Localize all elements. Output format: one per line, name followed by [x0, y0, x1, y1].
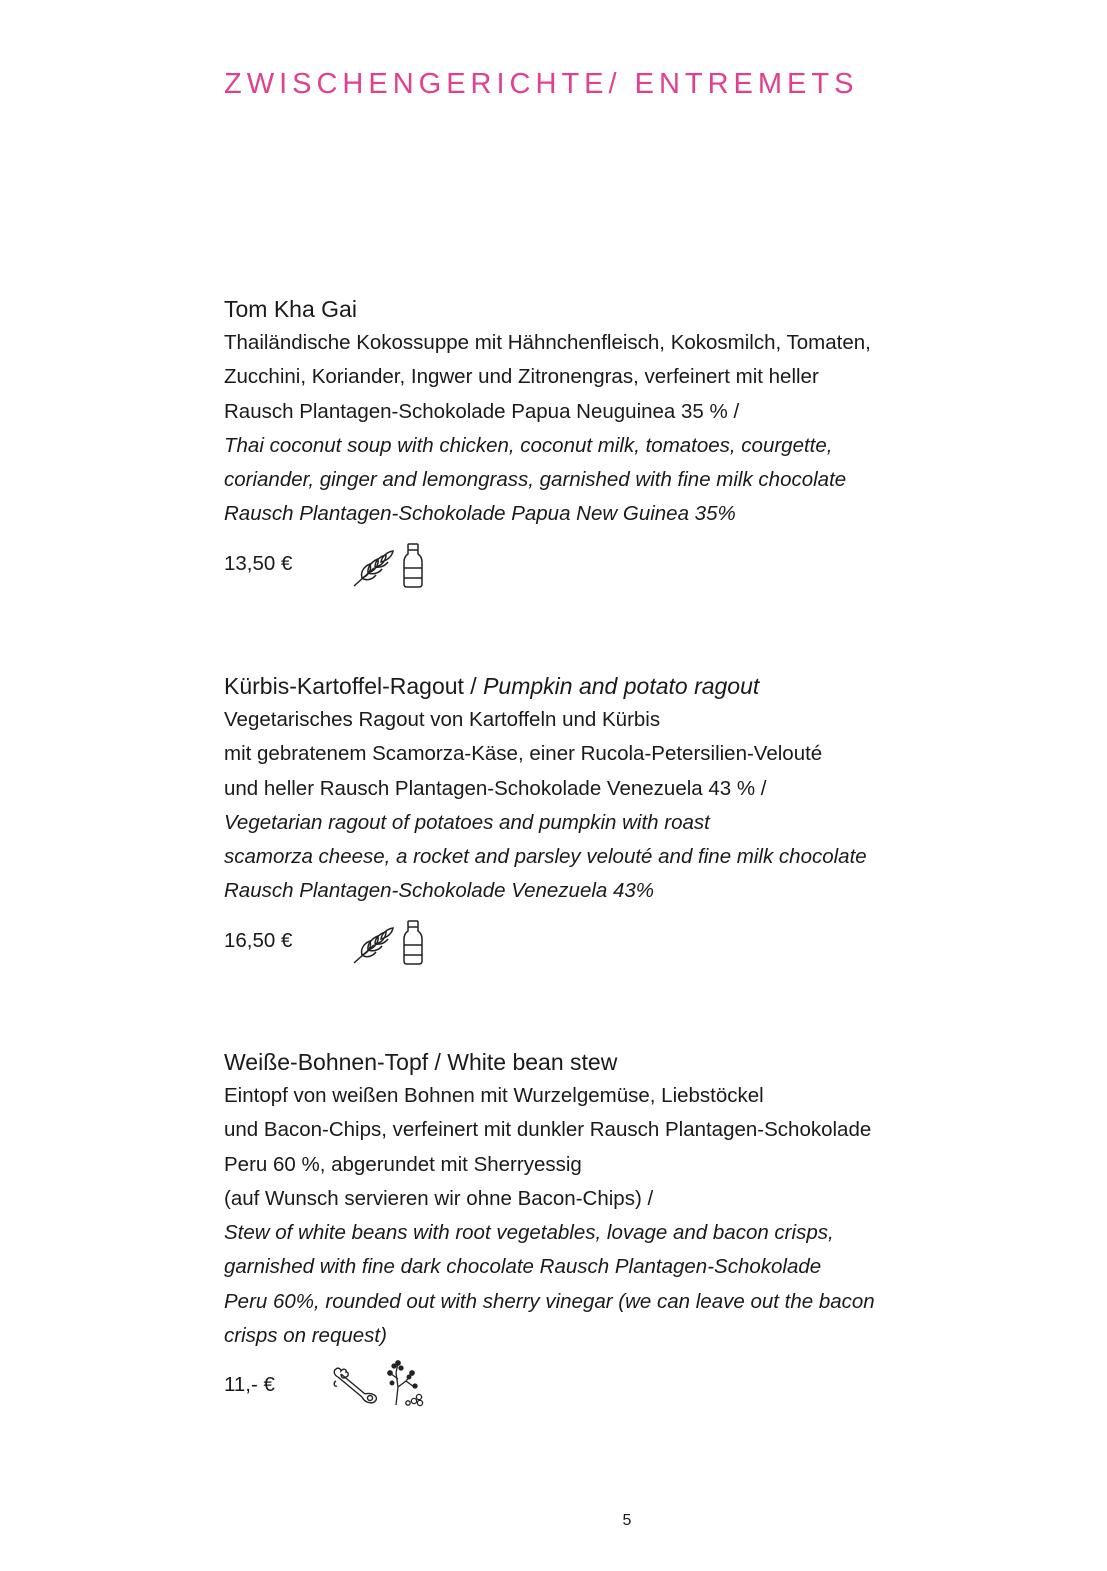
description-de-line: Vegetarisches Ragout von Kartoffeln und Kürbis: [224, 708, 661, 731]
page-number: 5: [622, 1512, 632, 1529]
milk-bottle-icon: [402, 919, 424, 965]
dish-white-bean-stew: [224, 1045, 1024, 1417]
description-en-line: crisps on request): [224, 1324, 387, 1348]
description-en-line: Rausch Plantagen-Schokolade Papua New Guinea 35%: [224, 502, 736, 526]
dish-title: [224, 292, 1024, 326]
description-de-line: Zucchini, Koriander, Ingwer und Zitronengras, verfeinert mit heller: [224, 365, 819, 389]
description-de-line: und Bacon-Chips, verfeinert mit dunkler Rausch Plantagen-Schokolade: [224, 1118, 872, 1142]
dish-title: [224, 1045, 1024, 1079]
mustard-plant-icon: [386, 1359, 426, 1407]
dish-title: [224, 669, 1024, 703]
description-de-line: Thailändische Kokossuppe mit Hähnchenfleisch, Kokosmilch, Tomaten,: [224, 331, 871, 354]
milk-bottle-icon: [402, 542, 424, 588]
price-row: [224, 546, 1024, 596]
dish-title-de: Weiße-Bohnen-Topf / White bean stew: [224, 1049, 618, 1075]
allergen-icons: [350, 542, 424, 588]
page-title: ZWISCHENGERICHTE/ ENTREMETS: [224, 68, 859, 100]
allergen-icons: [332, 1359, 426, 1407]
celery-icon: [332, 1363, 380, 1407]
description-en-line: Vegetarian ragout of potatoes and pumpkin with roast: [224, 810, 710, 834]
description-en-line: Rausch Plantagen-Schokolade Venezuela 43%: [224, 879, 655, 903]
description-en-line: Stew of white beans with root vegetables, lovage and bacon crisps,: [224, 1221, 834, 1245]
allergen-icons: [350, 919, 424, 965]
description-de-line: und heller Rausch Plantagen-Schokolade Venezuela 43 % /: [224, 776, 767, 800]
description-en-line: garnished with fine dark chocolate Rausch Plantagen-Schokolade: [224, 1255, 822, 1279]
wheat-icon: [350, 925, 396, 965]
dish-title-separator: /: [463, 673, 484, 699]
wheat-icon: [350, 548, 396, 588]
dish-title-en: Pumpkin and potato ragout: [483, 673, 760, 699]
description-en-line: Thai coconut soup with chicken, coconut milk, tomatoes, courgette,: [224, 433, 833, 457]
dish-pumpkin-potato-ragout: [224, 669, 1024, 973]
price: 11,- €: [224, 1373, 275, 1397]
description-en-line: scamorza cheese, a rocket and parsley velouté and fine milk chocolate: [224, 845, 867, 869]
description-de-line: Peru 60 %, abgerundet mit Sherryessig: [224, 1152, 582, 1176]
description-de-line: (auf Wunsch servieren wir ohne Bacon-Chips) /: [224, 1186, 654, 1210]
dish-title-de: Tom Kha Gai: [224, 296, 357, 322]
dish-title-de: Kürbis-Kartoffel-Ragout: [224, 673, 464, 699]
price-row: [224, 1367, 1024, 1417]
description-de-line: Rausch Plantagen-Schokolade Papua Neuguinea 35 % /: [224, 399, 740, 423]
description-en-line: coriander, ginger and lemongrass, garnished with fine milk chocolate: [224, 468, 847, 492]
dish-tom-kha-gai: [224, 292, 1024, 596]
description-de-line: Eintopf von weißen Bohnen mit Wurzelgemüse, Liebstöckel: [224, 1084, 764, 1107]
price-row: [224, 923, 1024, 973]
price: 16,50 €: [224, 928, 293, 952]
description-de-line: mit gebratenem Scamorza-Käse, einer Rucola-Petersilien-Velouté: [224, 742, 823, 766]
description-en-line: Peru 60%, rounded out with sherry vinegar (we can leave out the bacon: [224, 1289, 875, 1313]
price: 13,50 €: [224, 551, 293, 575]
